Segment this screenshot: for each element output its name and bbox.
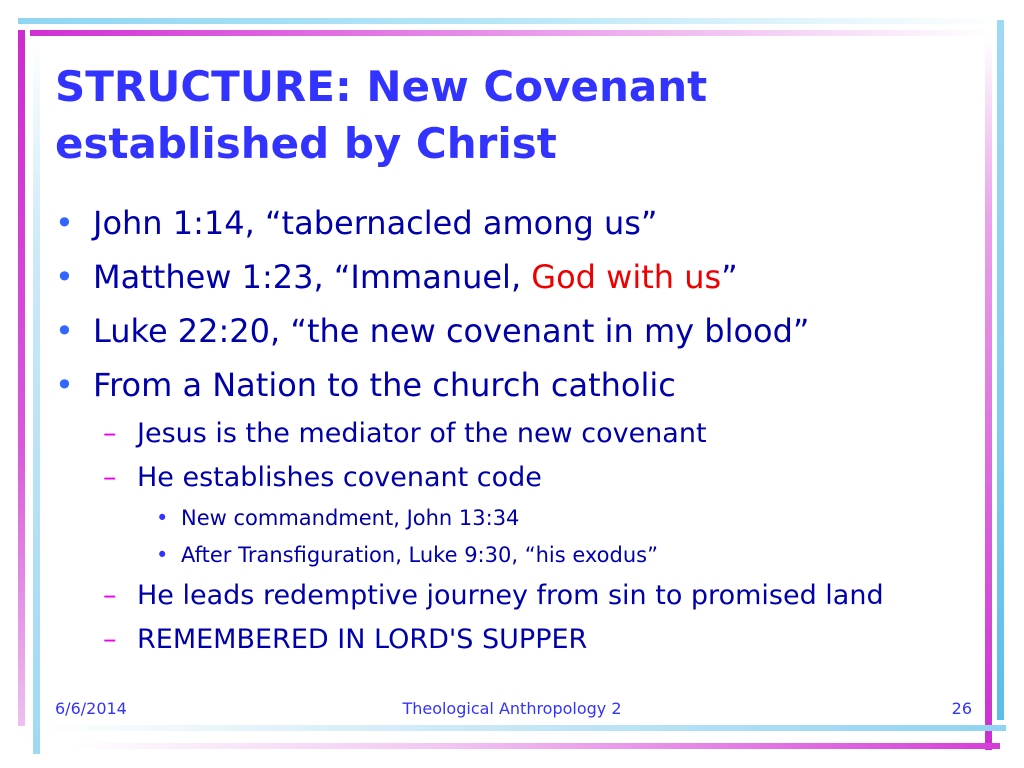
bullet-text-highlight: God with us	[531, 258, 722, 296]
decorative-border-top-blue	[18, 18, 1008, 24]
sub-bullet-text: He leads redemptive journey from sin to promised land	[137, 580, 884, 611]
bullet-marker: •	[156, 543, 169, 567]
bullet-luke-22-20	[55, 304, 980, 358]
slide-body	[55, 196, 980, 662]
sub-sub-bullet-new-commandment	[55, 500, 980, 537]
sub-bullet-covenant-code	[55, 456, 980, 500]
slide-title-line-2: established by Christ	[55, 119, 557, 168]
dash-marker: –	[103, 624, 117, 655]
decorative-border-right-blue	[997, 20, 1004, 720]
slide-title	[55, 58, 955, 172]
decorative-border-bottom-pink	[70, 743, 1000, 749]
bullet-text: Luke 22:20, “the new covenant in my blood”	[93, 312, 810, 350]
slide-title-line-1: STRUCTURE: New Covenant	[55, 62, 708, 111]
bullet-text-prefix: Matthew 1:23, “Immanuel,	[93, 258, 532, 296]
bullet-marker: •	[55, 204, 74, 242]
decorative-border-right-pink	[985, 40, 992, 750]
sub-bullet-text: Jesus is the mediator of the new covenant	[137, 418, 707, 449]
bullet-john-1-14	[55, 196, 980, 250]
footer-date: 6/6/2014	[55, 699, 127, 718]
bullet-matthew-1-23	[55, 250, 980, 304]
footer-title: Theological Anthropology 2	[402, 699, 622, 718]
bullet-nation-to-church	[55, 358, 980, 412]
bullet-text-suffix: ”	[721, 258, 738, 296]
dash-marker: –	[103, 580, 117, 611]
dash-marker: –	[103, 418, 117, 449]
slide-number: 26	[951, 699, 972, 718]
bullet-marker: •	[55, 366, 74, 404]
bullet-marker: •	[55, 258, 74, 296]
bullet-marker: •	[156, 506, 169, 530]
bullet-text: John 1:14, “tabernacled among us”	[93, 204, 658, 242]
sub-bullet-mediator	[55, 412, 980, 456]
bullet-marker: •	[55, 312, 74, 350]
decorative-border-top-pink	[30, 30, 990, 36]
decorative-border-left-pink	[18, 30, 25, 726]
bullet-text: From a Nation to the church catholic	[93, 366, 676, 404]
sub-bullet-text: REMEMBERED IN LORD'S SUPPER	[137, 624, 588, 655]
sub-bullet-text: He establishes covenant code	[137, 462, 542, 493]
decorative-border-left-blue	[33, 36, 40, 754]
sub-sub-bullet-text: After Transfiguration, Luke 9:30, “his exodus”	[181, 543, 658, 567]
decorative-border-bottom-blue	[40, 725, 1006, 731]
sub-sub-bullet-text: New commandment, John 13:34	[181, 506, 520, 530]
sub-bullet-redemptive-journey	[55, 574, 980, 618]
sub-sub-bullet-transfiguration	[55, 537, 980, 574]
sub-bullet-lords-supper	[55, 618, 980, 662]
dash-marker: –	[103, 462, 117, 493]
